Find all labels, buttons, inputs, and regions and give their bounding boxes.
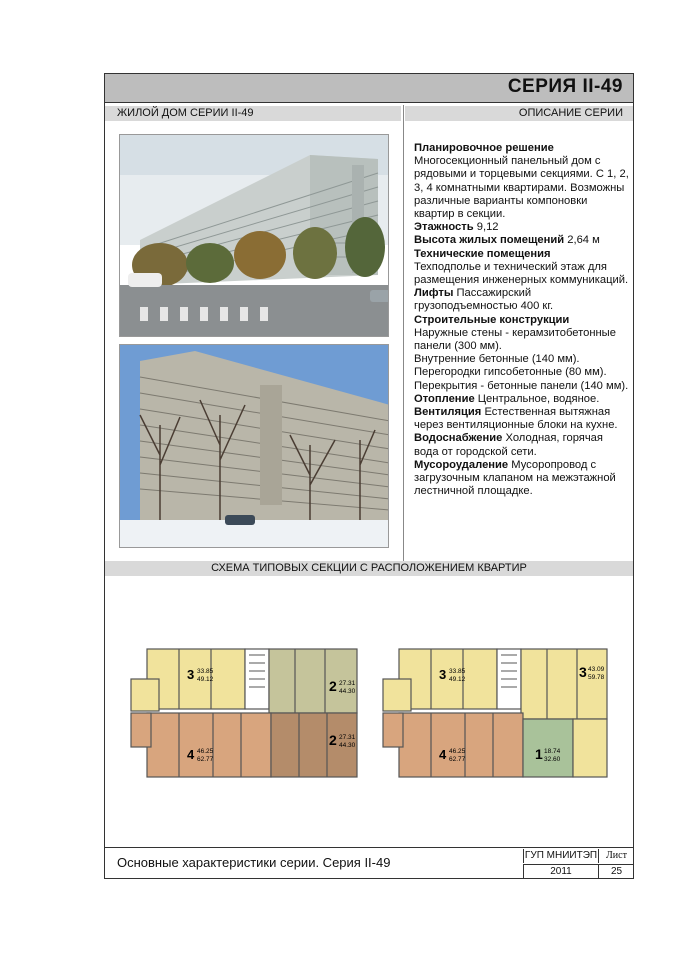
construction-slabs: Перекрытия - бетонные панели (140 мм). xyxy=(414,379,629,392)
apt-area-total-3: 49.12 xyxy=(197,676,214,683)
footer-sheet-label: Лист xyxy=(598,849,634,863)
apt-area-living-1: 18.74 xyxy=(544,748,561,755)
water-supply-value: Холодная, горячая вода от городской сети. xyxy=(414,432,603,458)
height-label: Высота жилых помещений xyxy=(414,234,565,247)
lifts-value: Пассажирский грузоподъемностью 400 кг. xyxy=(414,287,554,313)
floor-plan-heading: СХЕМА ТИПОВЫХ СЕКЦИИ С РАСПОЛОЖЕНИЕМ КВАРТИР xyxy=(105,561,633,576)
apt-area-total-4: 62.77 xyxy=(197,756,214,763)
lifts-label: Лифты xyxy=(414,287,454,300)
footer-year: 2011 xyxy=(523,864,598,879)
floor-plan-left xyxy=(129,639,365,784)
footer-divider xyxy=(105,847,633,848)
apt-rooms-4: 4 xyxy=(439,747,447,762)
construction-inner: Внутренние бетонные (140 мм). xyxy=(414,353,580,366)
series-title: СЕРИЯ II-49 xyxy=(507,76,623,97)
water-supply-label: Водоснабжение xyxy=(414,432,503,445)
heating-label: Отопление xyxy=(414,392,475,405)
apt-area-total-3b: 59.78 xyxy=(588,674,605,681)
description-section-heading: ОПИСАНИЕ СЕРИИ xyxy=(405,106,633,121)
construction-heading: Строительные конструкции xyxy=(414,313,570,326)
construction-partitions: Перегородки гипсобетонные (80 мм). xyxy=(414,366,607,379)
apt-area-total-1: 32.60 xyxy=(544,756,561,763)
footer-organization: ГУП МНИИТЭП xyxy=(524,850,598,861)
floors-label: Этажность xyxy=(414,221,474,234)
apt-area-living-4: 46.25 xyxy=(197,748,214,755)
construction-walls: Наружные стены - керамзитобетонные панели (300 мм). xyxy=(414,326,616,353)
heating-value: Центральное, водяное. xyxy=(474,392,600,405)
planning-heading: Планировочное решение xyxy=(414,142,554,154)
planning-text: Многосекционный панельный дом с рядовыми и торцевыми секциями. С 1, 2, 3, 4 комнатными квартирами. Возможны различные варианты компоновки квартир в секции. xyxy=(414,155,629,221)
apt-rooms-1: 1 xyxy=(535,746,543,762)
apt-area-living-2b: 27.31 xyxy=(339,734,356,741)
height-value: 2,64 м xyxy=(564,234,600,247)
footer-sheet-number: 25 xyxy=(598,864,634,879)
apt-area-living-3b: 43.09 xyxy=(588,666,605,673)
apt-area-total-4r: 62.77 xyxy=(449,756,466,763)
footer-caption: Основные характеристики серии. Серия II-49 xyxy=(117,855,391,870)
apt-rooms-3: 3 xyxy=(187,667,195,682)
apt-rooms-4: 4 xyxy=(187,747,195,762)
apt-rooms-2a: 2 xyxy=(329,678,337,694)
apt-area-living-3a: 33.85 xyxy=(449,668,466,675)
apt-area-living-3: 33.85 xyxy=(197,668,214,675)
column-divider xyxy=(403,105,404,561)
apt-area-total-3a: 49.12 xyxy=(449,676,466,683)
apt-rooms-3a: 3 xyxy=(439,667,447,682)
apt-area-living-2a: 27.31 xyxy=(339,680,356,687)
photo-section-heading: ЖИЛОЙ ДОМ СЕРИИ II-49 xyxy=(105,106,401,121)
apt-area-living-4r: 46.25 xyxy=(449,748,466,755)
building-photo-winter xyxy=(119,344,389,548)
waste-removal-value: Мусоропровод с загрузочным клапаном на межэтажной лестничной площадке. xyxy=(414,458,616,498)
floors-value: 9,12 xyxy=(473,221,499,234)
ventilation-value: Естественная вытяжная через вентиляционные блоки на кухне. xyxy=(414,406,618,432)
building-photo-autumn xyxy=(119,134,389,337)
floor-plan-right xyxy=(381,639,613,784)
series-description xyxy=(414,142,629,498)
waste-removal-label: Мусороудаление xyxy=(414,458,509,471)
apt-rooms-3b: 3 xyxy=(579,664,587,680)
apt-rooms-2b: 2 xyxy=(329,732,337,748)
apt-area-total-2b: 44.30 xyxy=(339,742,356,749)
apt-area-total-2a: 44.30 xyxy=(339,688,356,695)
ventilation-label: Вентиляция xyxy=(414,406,482,419)
document-sheet xyxy=(104,73,634,879)
technical-rooms-text: Техподполье и технический этаж для размещения инженерных коммуникаций. xyxy=(414,260,629,287)
technical-rooms-heading: Технические помещения xyxy=(414,247,551,260)
title-bar xyxy=(105,74,633,103)
